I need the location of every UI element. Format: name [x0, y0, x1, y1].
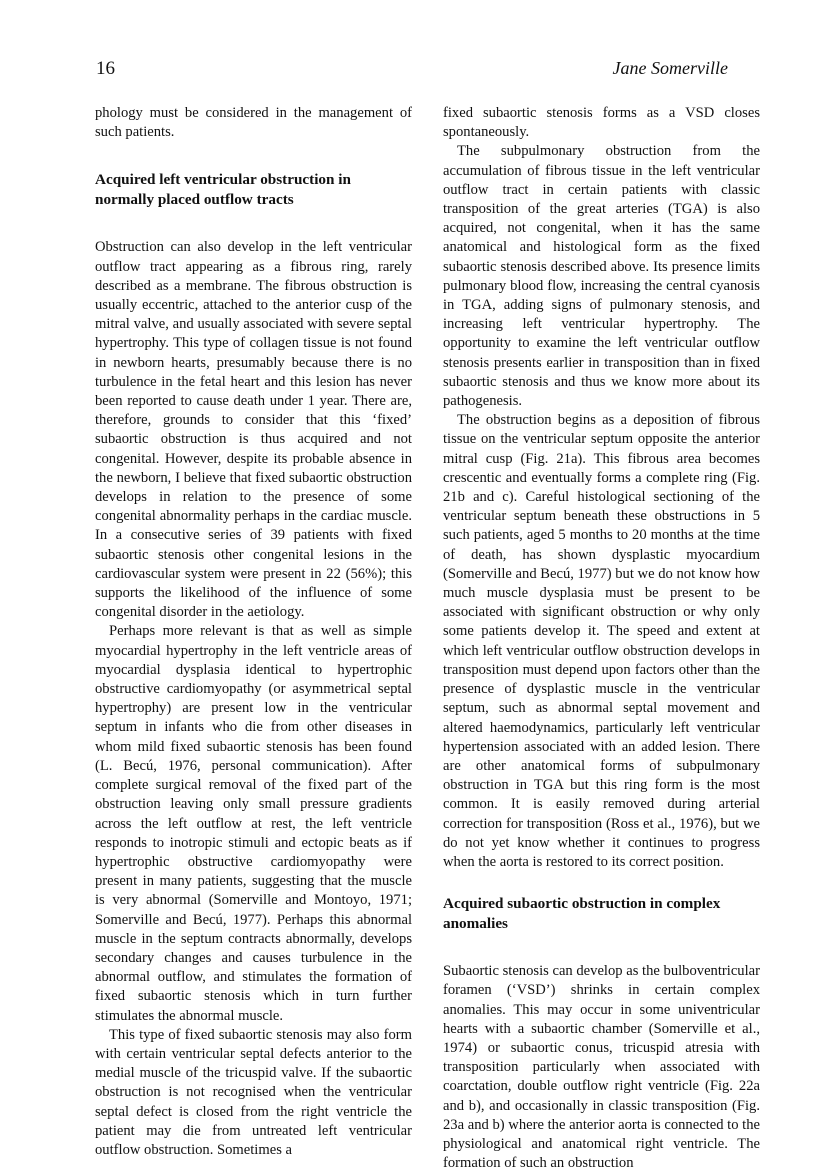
paragraph: Obstruction can also develop in the left ventricular outflow tract appearing as a fibrous ring, rarely described as a membrane. The fibrous obstruction is usually eccentric, attached to the anterior cusp of the mitral valve, and usually associated with severe septal hypertrophy. This type of collagen tissue is not found in newborn hearts, presumably because there is no turbulence in the fetal heart and this lesion has never been reported to cause death under 1 year. There are, therefore, grounds to consider that this ‘fixed’ subaortic obstruction is thus acquired and not congenital. However, despite its probable absence in the newborn, I believe that fixed subaortic obstruction develops in relation to the presence of some congenital abnormality perhaps in the cardiac muscle. In a consecutive series of 39 patients with fixed subaortic stenosis other congenital lesions in the cardiovascular system were present in 22 (56%); this supports the likelihood of the influence of some congenital disorder in the aetiology.	[95, 239, 412, 621]
left-column	[95, 104, 412, 1160]
page-header	[96, 58, 728, 88]
paragraph: Subaortic stenosis can develop as the bulboventricular foramen (‘VSD’) shrinks in certain complex anomalies. This may occur in some univentricular hearts with a subaortic chamber (Somerville et al., 1974) or subaortic conus, tricuspid atresia with transposition particularly when associated with coarctation, double outflow right ventricle (Fig. 22a and b), and occasionally in classic transposition (Fig. 23a and b) where the anterior aorta is connected to the physiological and anatomical right ventricle. The formation of such an obstruction	[443, 963, 760, 1172]
running-head-author: Jane Somerville	[612, 58, 728, 78]
paragraph: Perhaps more relevant is that as well as simple myocardial hypertrophy in the left ventricle areas of myocardial dysplasia identical to hypertrophic obstructive cardiomyopathy (or asymmetrical septal hypertrophy) are present low in the ventricular septum in infants who die from other diseases in whom mild fixed subaortic stenosis has been found (L. Becú, 1976, personal communication). After complete surgical removal of the fixed part of the obstruction leaving only small pressure gradients across the left outflow at rest, the left ventricle responds to inotropic stimuli and ectopic beats as if hypertrophic obstructive cardiomyopathy were present in many patients, suggesting that the muscle is very abnormal (Somerville and Montoyo, 1971; Somerville and Becú, 1977). Perhaps this abnormal muscle in the septum contracts abnormally, develops secondary changes and causes turbulence in the abnormal outflow, and stimulates the formation of fixed subaortic stenosis which in turn further stimulates the abnormal muscle.	[95, 623, 412, 1024]
section-heading: Acquired subaortic obstruction in complex anomalies	[443, 895, 721, 933]
paragraph: This type of fixed subaortic stenosis may also form with certain ventricular septal defects anterior to the medial muscle of the tricuspid valve. If the subaortic obstruction is not recognised when the ventricular septal defect is closed from the right ventricle the patient may die from untreated left ventricular outflow obstruction. Sometimes a	[95, 1026, 412, 1158]
paragraph: The obstruction begins as a deposition of fibrous tissue on the ventricular septum opposite the anterior mitral cusp (Fig. 21a). This fibrous area becomes crescentic and eventually forms a complete ring (Fig. 21b and c). Careful histological sectioning of the ventricular septum beneath these obstructions in 5 such patients, aged 5 months to 20 months at the time of death, has shown dysplastic myocardium (Somerville and Becú, 1977) but we do not know how much muscle dysplasia must be present to be associated with significant obstruction or why only some patients develop it. The speed and extent at which left ventricular outflow obstruction develops in transposition must depend upon factors other than the presence of dysplastic muscle in the ventricular septum, such as abnormal septal movement and altered haemodynamics, particularly left ventricular hypertension associated with an added lesion. There are other anatomical forms of subpulmonary obstruction in TGA but this ring form is the most common. It is easily removed during arterial correction for transposition (Ross et al., 1976), but we do not yet know whether it continues to progress when the aorta is restored to its correct position.	[443, 412, 760, 870]
section-heading: Acquired left ventricular obstruction in normally placed outflow tracts	[95, 171, 351, 209]
right-column	[443, 104, 760, 1173]
page-number: 16	[96, 58, 115, 79]
paragraph: The subpulmonary obstruction from the accumulation of fibrous tissue in the left ventricular outflow tract in certain patients with classic transposition of the great arteries (TGA) is also acquired, not congenital, when it has the same anatomical and histological form as the fixed subaortic stenosis described above. Its presence limits pulmonary blood flow, increasing the central cyanosis in TGA, adding signs of pulmonary stenosis, and increasing left ventricular hypertrophy. The opportunity to examine the left ventricular outflow stenosis presents earlier in transposition than in fixed subaortic stenosis and thus we know more about its pathogenesis.	[443, 143, 760, 410]
paragraph: fixed subaortic stenosis forms as a VSD closes spontaneously.	[443, 105, 760, 141]
paragraph: phology must be considered in the management of such patients.	[95, 105, 412, 141]
